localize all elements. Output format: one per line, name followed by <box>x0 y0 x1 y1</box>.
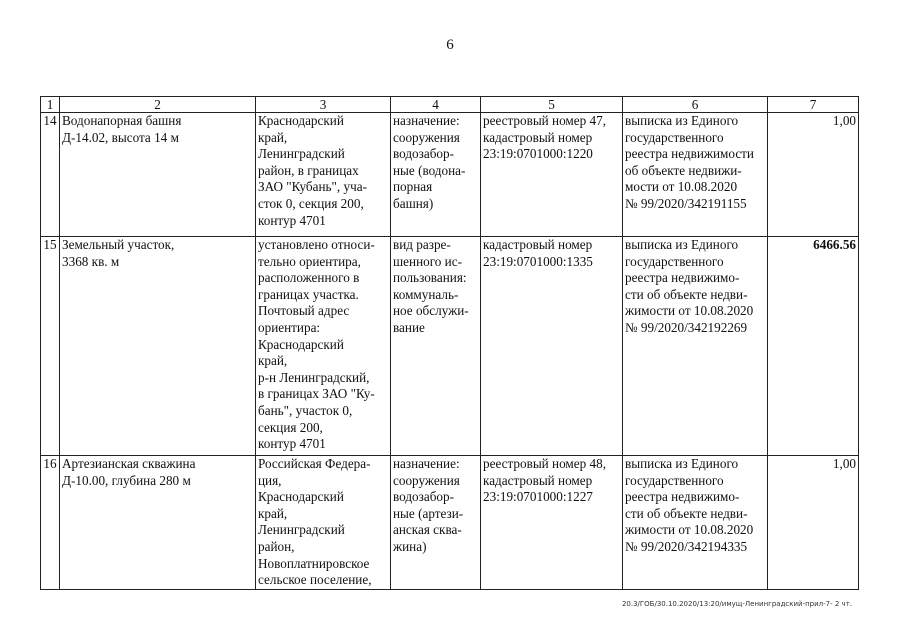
table-header-row <box>41 97 859 113</box>
page-number: 6 <box>446 37 454 53</box>
property-table <box>40 96 859 590</box>
column-header: 5 <box>481 97 623 113</box>
column-header: 1 <box>41 97 60 113</box>
object-address: Российская Федера- ция, Краснодарский край, Ленинградский район, Новоплатнировское сельское поселение, <box>256 456 391 590</box>
column-header: 6 <box>623 97 768 113</box>
object-name: Земельный участок, 3368 кв. м <box>60 237 256 456</box>
object-name: Водонапорная башня Д-14.02, высота 14 м <box>60 113 256 237</box>
registry-number: реестровый номер 47, кадастровый номер 23:19:0701000:1220 <box>481 113 623 237</box>
object-name: Артезианская скважина Д-10.00, глубина 280 м <box>60 456 256 590</box>
column-header: 7 <box>768 97 859 113</box>
row-number: 16 <box>41 456 60 590</box>
object-value: 1,00 <box>768 113 859 237</box>
column-header: 3 <box>256 97 391 113</box>
object-purpose: назначение: сооружения водозабор- ные (водона- порная башня) <box>391 113 481 237</box>
registry-number: реестровый номер 48, кадастровый номер 23:19:0701000:1227 <box>481 456 623 590</box>
row-number: 14 <box>41 113 60 237</box>
column-header: 2 <box>60 97 256 113</box>
source-document: выписка из Единого государственного реестра недвижимо- сти об объекте недви- жимости от 10.08.2020 № 99/2020/342194335 <box>623 456 768 590</box>
object-purpose: вид разре- шенного ис- пользования: коммуналь- ное обслужи- вание <box>391 237 481 456</box>
column-header: 4 <box>391 97 481 113</box>
table-row <box>41 456 859 590</box>
object-value: 1,00 <box>768 456 859 590</box>
object-value: 6466.56 <box>768 237 859 456</box>
document-footer-code: 20.3/ГОБ/30.10.2020/13:20/имущ-Ленинградский-прил-7- 2 чт. <box>621 600 852 608</box>
source-document: выписка из Единого государственного реестра недвижимо- сти об объекте недви- жимости от 10.08.2020 № 99/2020/342192269 <box>623 237 768 456</box>
registry-number: кадастровый номер 23:19:0701000:1335 <box>481 237 623 456</box>
table-row <box>41 237 859 456</box>
row-number: 15 <box>41 237 60 456</box>
object-address: Краснодарский край, Ленинградский район, в границах ЗАО "Кубань", уча- сток 0, секция 200, контур 4701 <box>256 113 391 237</box>
source-document: выписка из Единого государственного реестра недвижимости об объекте недвижи- мости от 10.08.2020 № 99/2020/342191155 <box>623 113 768 237</box>
table-row <box>41 113 859 237</box>
object-purpose: назначение: сооружения водозабор- ные (артези- анская сква- жина) <box>391 456 481 590</box>
object-address: установлено относи- тельно ориентира, расположенного в границах участка. Почтовый адрес ориентира: Краснодарский край, р-н Ленинградский, в границах ЗАО "Ку- бань", участок 0, секция 200, контур 4701 <box>256 237 391 456</box>
